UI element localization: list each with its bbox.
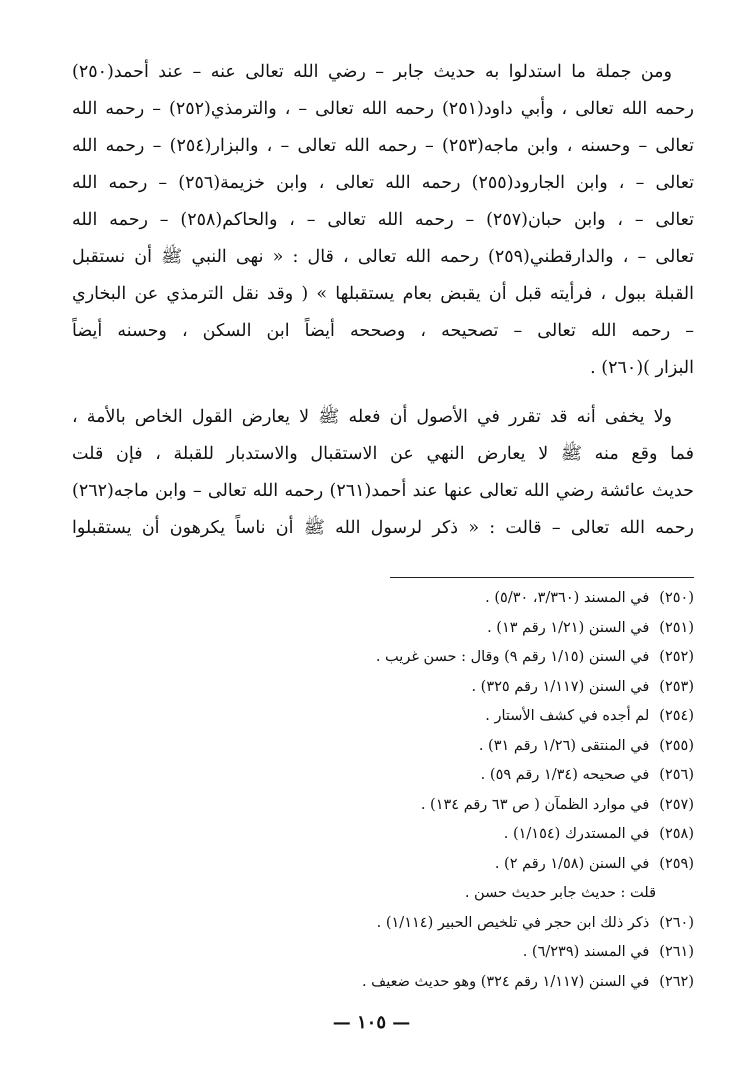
- footnote: [200, 732, 694, 762]
- text-line: ومن جملة ما استدلوا به حديث جابر – رضي الله تعالى عنه – عند أحمد(٢٥٠): [72, 62, 672, 82]
- footnote-text: قلت : حديث جابر حديث حسن .: [464, 885, 656, 901]
- text-line: تعالى – ، وابن حبان(٢٥٧) – رحمه الله تعالى – ، والحاكم(٢٥٨) – رحمه الله: [72, 210, 694, 230]
- footnote: [200, 791, 694, 821]
- footnote: [200, 938, 694, 968]
- footnote: [200, 909, 694, 939]
- text-line: البزار )(٢٦٠) .: [590, 358, 694, 378]
- footnote-number: (٢٥٥): [659, 737, 694, 754]
- footnote-number: (٢٦١): [659, 944, 694, 960]
- footnote: [200, 761, 694, 791]
- footnote-remark: [200, 879, 694, 909]
- text-line: تعالى – ، وابن الجارود(٢٥٥) رحمه الله تعالى ، وابن خزيمة(٢٥٦) – رحمه الله: [72, 173, 694, 193]
- footnote-number: (٢٥٨): [659, 826, 694, 842]
- main-text: [72, 54, 694, 547]
- footnotes: [200, 584, 694, 997]
- footnote: [200, 820, 694, 850]
- text-line: تعالى – وحسنه ، وابن ماجه(٢٥٣) – رحمه الله تعالى – ، والبزار(٢٥٤) – رحمه الله: [72, 136, 694, 156]
- text-line: رحمه الله تعالى – قالت : « ذكر لرسول الله ﷺ أن ناساً يكرهون أن يستقبلوا: [72, 518, 694, 538]
- paragraph-2: [72, 399, 694, 547]
- text-line: ولا يخفى أنه قد تقرر في الأصول أن فعله ﷺ لا يعارض القول الخاص بالأمة ،: [72, 407, 672, 427]
- paragraph-1: [72, 54, 694, 387]
- footnote-separator: [390, 577, 694, 578]
- footnote-text: في صحيحه (١/٣٤ رقم ٥٩) .: [480, 767, 650, 783]
- footnote-text: في السنن (١/١١٧ رقم ٣٢٤) وهو حديث ضعيف .: [361, 973, 650, 990]
- footnote-number: (٢٦٠): [659, 914, 694, 931]
- footnote-text: في السنن (١/١١٧ رقم ٣٢٥) .: [471, 678, 650, 695]
- footnote-text: في السنن (١/١٥ رقم ٩) وقال : حسن غريب .: [375, 649, 650, 665]
- footnote-text: في المستدرك (١/١٥٤) .: [503, 826, 650, 842]
- text-line: تعالى – ، والدارقطني(٢٥٩) رحمه الله تعالى ، قال : « نهى النبي ﷺ أن نستقبل: [72, 247, 694, 267]
- footnote: [200, 702, 694, 732]
- text-line: فما وقع منه ﷺ لا يعارض النهي عن الاستقبال والاستدبار للقبلة ، فإن قلت: [72, 444, 694, 464]
- footnote-number: (٢٥٣): [659, 678, 694, 695]
- footnote-number: (٢٦٢): [659, 973, 694, 990]
- text-line: – رحمه الله تعالى – تصحيحه ، وصححه أيضاً ابن السكن ، وحسنه أيضاً: [72, 321, 694, 341]
- footnote: [200, 673, 694, 703]
- footnote-text: لم أجده في كشف الأستار .: [485, 708, 650, 724]
- footnote-text: في موارد الظمآن ( ص ٦٣ رقم ١٣٤) .: [420, 796, 650, 813]
- footnote-number: (٢٥٠): [659, 590, 694, 606]
- footnote-number: (٢٥١): [659, 619, 694, 636]
- footnote: [200, 968, 694, 998]
- text-line: القبلة ببول ، فرأيته قبل أن يقبض بعام يستقبلها » ( وقد نقل الترمذي عن البخاري: [72, 284, 694, 304]
- footnote-text: في السنن (١/٢١ رقم ١٣) .: [487, 619, 650, 636]
- footnote: [200, 584, 694, 614]
- text-line: حديث عائشة رضي الله تعالى عنها عند أحمد(٢٦١) رحمه الله تعالى – وابن ماجه(٢٦٢): [72, 481, 694, 501]
- footnote-text: في السنن (١/٥٨ رقم ٢) .: [494, 855, 650, 872]
- page-number: — ١٠٥ —: [332, 1012, 411, 1033]
- footnote-number: (٢٥٩): [659, 855, 694, 872]
- footnote-number: (٢٥٢): [659, 649, 694, 665]
- footnote-text: ذكر ذلك ابن حجر في تلخيص الحبير (١/١١٤) .: [376, 914, 650, 931]
- footnote: [200, 643, 694, 673]
- footnote-number: (٢٥٦): [659, 767, 694, 783]
- footnote: [200, 850, 694, 880]
- footnote-number: (٢٥٧): [659, 796, 694, 813]
- text-line: رحمه الله تعالى ، وأبي داود(٢٥١) رحمه الله تعالى – ، والترمذي(٢٥٢) – رحمه الله: [72, 99, 694, 119]
- footnote-text: في المنتقى (١/٢٦ رقم ٣١) .: [478, 737, 650, 754]
- footnote: [200, 614, 694, 644]
- footnote-text: في المسند (٣/٣٦٠، ٥/٣٠) .: [485, 590, 650, 606]
- footnote-number: (٢٥٤): [659, 708, 694, 724]
- footnote-text: في المسند (٦/٢٣٩) .: [522, 944, 650, 960]
